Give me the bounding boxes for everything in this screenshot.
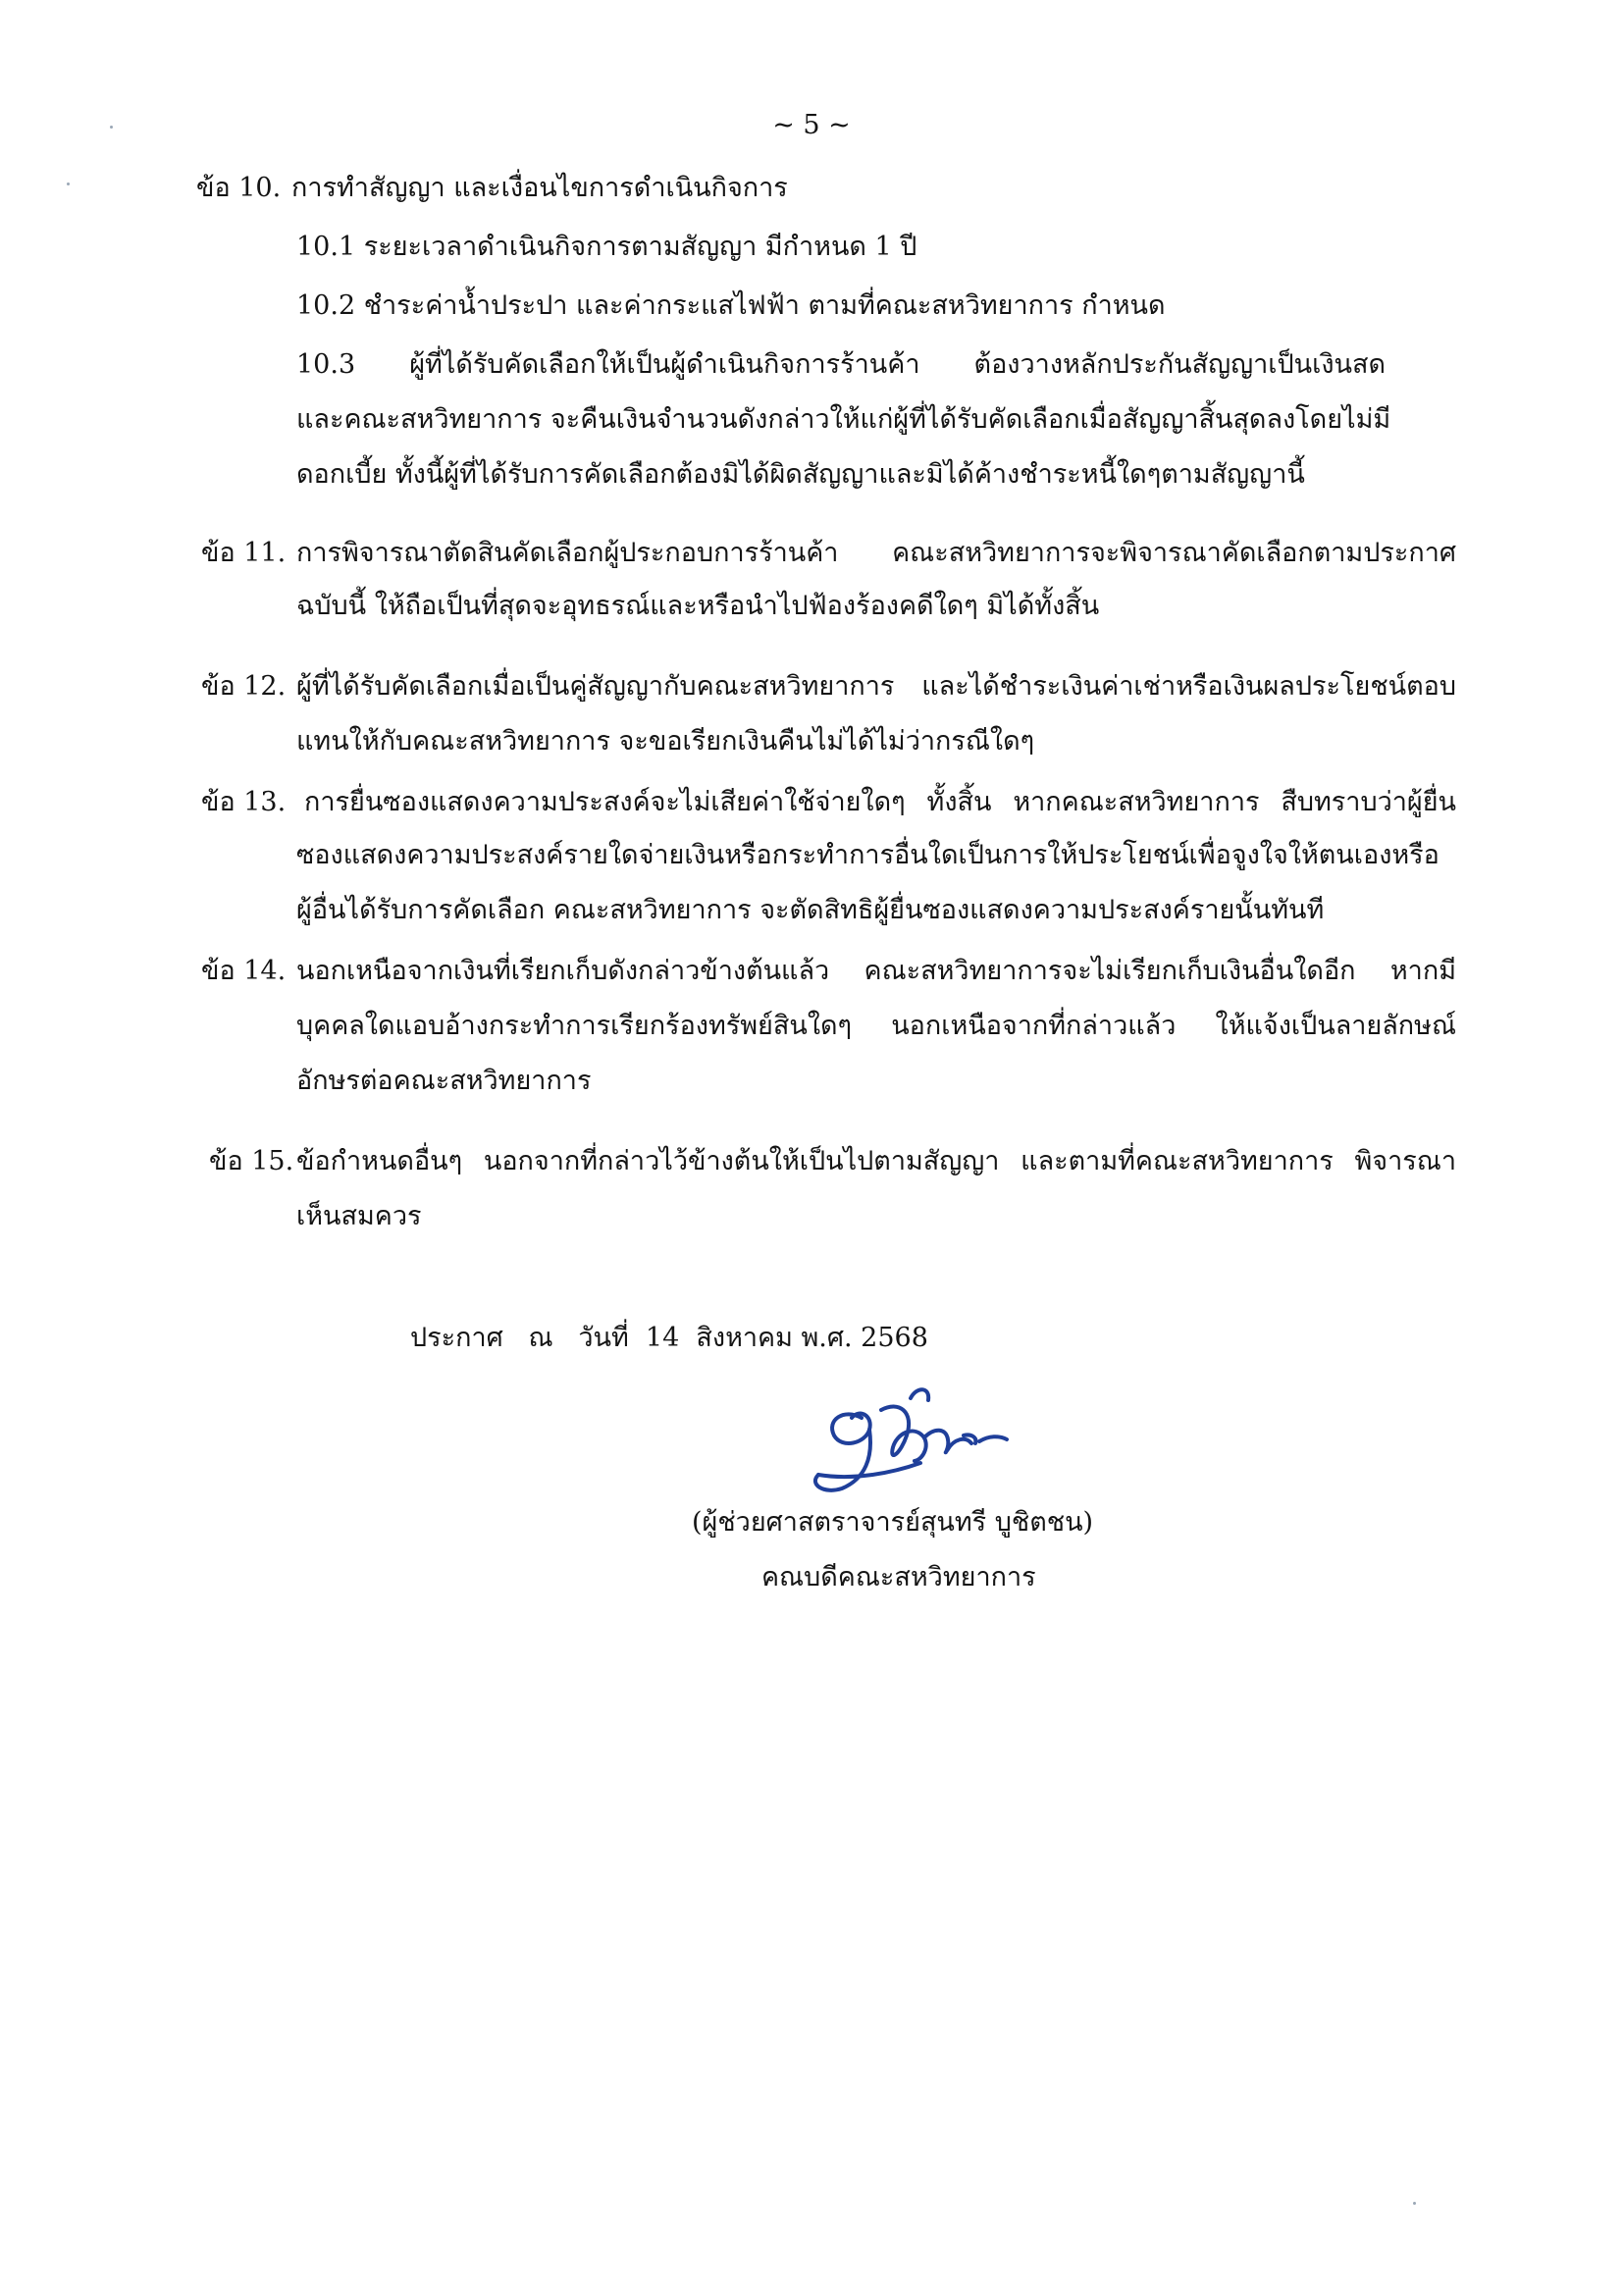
scan-speck: [1413, 2202, 1416, 2205]
scan-speck: [110, 126, 113, 129]
clause-text-line: อักษรต่อคณะสหวิทยาการ: [296, 1066, 592, 1096]
handwritten-signature: [805, 1379, 1040, 1506]
announcement-date: ประกาศ ณ วันที่ 14 สิงหาคม พ.ศ. 2568: [410, 1323, 928, 1353]
clause-text-line: การทำสัญญา และเงื่อนไขการดำเนินกิจการ: [291, 173, 788, 203]
subclause-10-3-line: ดอกเบี้ย ทั้งนี้ผู้ที่ได้รับการคัดเลือกต้องมิได้ผิดสัญญาและมิได้ค้างชำระหนี้ใดๆตามสัญญานี้: [296, 459, 1305, 490]
clause-text-line: การพิจารณาตัดสินคัดเลือกผู้ประกอบการร้านค้า คณะสหวิทยาการจะพิจารณาคัดเลือกตามประกาศ: [296, 538, 1456, 568]
clause-label: ข้อ 10.: [196, 173, 282, 203]
clause-label: ข้อ 14.: [201, 956, 287, 986]
subclause-10-2: 10.2 ชำระค่าน้ำประปา และค่ากระแสไฟฟ้า ตามที่คณะสหวิทยาการ กำหนด: [296, 290, 1166, 321]
clause-text-line: ผู้ที่ได้รับคัดเลือกเมื่อเป็นคู่สัญญากับคณะสหวิทยาการ และได้ชำระเงินค่าเช่าหรือเงินผลประโยชน์ตอบ: [296, 671, 1456, 702]
clause-text-line: ฉบับนี้ ให้ถือเป็นที่สุดจะอุทธรณ์และหรือนำไปฟ้องร้องคดีใดๆ มิได้ทั้งสิ้น: [296, 591, 1100, 621]
clause-text-line: การยื่นซองแสดงความประสงค์จะไม่เสียค่าใช้จ่ายใดๆ ทั้งสิ้น หากคณะสหวิทยาการ สืบทราบว่าผู้ยื่น: [304, 787, 1456, 817]
subclause-10-1: 10.1 ระยะเวลาดำเนินกิจการตามสัญญา มีกำหนด 1 ปี: [296, 232, 917, 262]
clause-label: ข้อ 12.: [201, 671, 287, 702]
subclause-10-3-line: 10.3 ผู้ที่ได้รับคัดเลือกให้เป็นผู้ดำเนินกิจการร้านค้า ต้องวางหลักประกันสัญญาเป็นเงินสด: [296, 349, 1386, 380]
clause-text-line: เห็นสมควร: [296, 1201, 422, 1231]
subclause-10-3-line: และคณะสหวิทยาการ จะคืนเงินจำนวนดังกล่าวให้แก่ผู้ที่ได้รับคัดเลือกเมื่อสัญญาสิ้นสุดลงโดยไม่มี: [296, 404, 1391, 435]
clause-text-line: บุคคลใดแอบอ้างกระทำการเรียกร้องทรัพย์สินใดๆ นอกเหนือจากที่กล่าวแล้ว ให้แจ้งเป็นลายลักษณ์: [296, 1011, 1456, 1041]
clause-label: ข้อ 13.: [201, 787, 287, 817]
signatory-position: คณบดีคณะสหวิทยาการ: [761, 1562, 1036, 1592]
clause-label: ข้อ 15.: [209, 1146, 294, 1176]
clause-text-line: ผู้อื่นได้รับการคัดเลือก คณะสหวิทยาการ จะตัดสิทธิผู้ยื่นซองแสดงความประสงค์รายนั้นทันที: [296, 895, 1325, 925]
clause-text-line: แทนให้กับคณะสหวิทยาการ จะขอเรียกเงินคืนไม่ได้ไม่ว่ากรณีใดๆ: [296, 726, 1035, 757]
clause-text-line: นอกเหนือจากเงินที่เรียกเก็บดังกล่าวข้างต้นแล้ว คณะสหวิทยาการจะไม่เรียกเก็บเงินอื่นใดอีก หากมี: [296, 956, 1456, 986]
page-number: ~ 5 ~: [772, 110, 851, 140]
clause-text-line: ซองแสดงความประสงค์รายใดจ่ายเงินหรือกระทำการอื่นใดเป็นการให้ประโยชน์เพื่อจูงใจให้ตนเองหรือ: [296, 840, 1440, 870]
signatory-name: (ผู้ช่วยศาสตราจารย์สุนทรี บูชิตชน): [692, 1507, 1094, 1538]
clause-text-line: ข้อกำหนดอื่นๆ นอกจากที่กล่าวไว้ข้างต้นให้เป็นไปตามสัญญา และตามที่คณะสหวิทยาการ พิจารณา: [296, 1146, 1456, 1176]
clause-label: ข้อ 11.: [201, 538, 287, 568]
scan-speck: [67, 183, 70, 185]
